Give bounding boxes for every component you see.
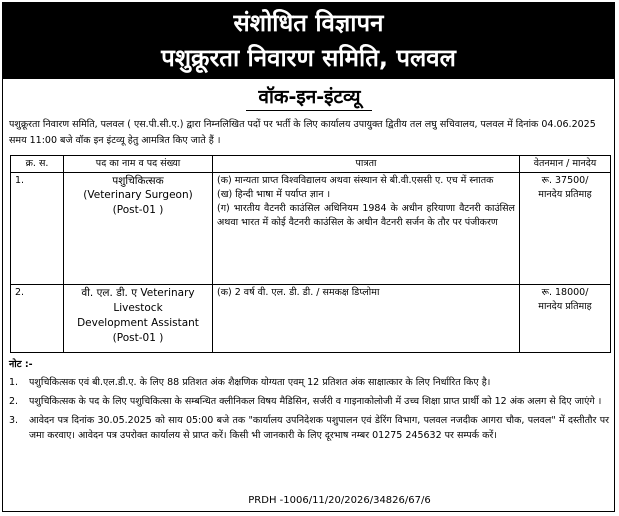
release-code: PRDH -1006/11/20/2026/34826/67/6 xyxy=(248,495,431,506)
post-line: Livestock xyxy=(113,302,163,314)
row-eligibility xyxy=(213,285,520,353)
post-line: पशुचिकित्सक xyxy=(112,175,164,187)
post-line: Development Assistant xyxy=(77,317,199,329)
pay-line: मानदेय प्रतिमाह xyxy=(538,301,592,312)
eligibility-line: (क) 2 वर्ष वी. एल. डी. डी. / समकक्ष डिप्लोमा xyxy=(217,287,380,298)
header-eligibility: पात्रता xyxy=(213,156,520,173)
row-sno: 2. xyxy=(11,285,64,353)
note-number: 1. xyxy=(9,377,19,388)
row-pay xyxy=(520,285,611,353)
intro-paragraph: पशुक्रूरता निवारण समिति, पलवल ( एस.पी.सी.ए.) द्वारा निम्नलिखित पदों पर भर्ती के लिए कार्यालय उपायुक्त द्वितीय तल लघु सचिवालय, पलवल में दिनांक 04.06.2025 समय 11:00 बजे वॉक इन इंटव्यू हेतु आमत्रित किए जाते हैं । xyxy=(9,119,596,146)
organization-name: पशुक्रूरता निवारण समिति, पलवल xyxy=(161,44,456,72)
row-sno: 1. xyxy=(11,173,64,285)
heading-underline xyxy=(246,110,372,111)
header-banner xyxy=(3,3,614,79)
header-post: पद का नाम व पद संख्या xyxy=(64,156,213,173)
row-post xyxy=(64,285,213,353)
header-sno: क्र. स. xyxy=(11,156,64,173)
note-number: 2. xyxy=(9,396,19,407)
pay-line: रू. 18000/ xyxy=(541,287,589,298)
post-line: (Post-01 ) xyxy=(112,204,164,216)
walk-in-heading: वॉक-इन-इंटव्यू xyxy=(258,86,361,108)
row-pay xyxy=(520,173,611,285)
note-item xyxy=(9,413,609,443)
note-item xyxy=(9,375,609,390)
post-line: वी. एल. डी. ए Veterinary xyxy=(81,287,195,299)
eligibility-line: (ग) भारतीय वैटनरी काउंसिल अधिनियम 1984 के अधीन हरियाणा वैटनरी काउंसिल अथवा भारत में कोई वैटनरी काउंसिल के अधीन वैटनरी सर्जन के तौर पर पंजीकरण xyxy=(217,203,515,228)
notes-title: नोट :- xyxy=(9,359,33,370)
note-text: आवेदन पत्र दिनांक 30.05.2025 को साय 05:00 बजे तक "कार्यालय उपनिदेशक पशुपालन एवं डेरिंग विभाग, पलवल नजदीक आगरा चौक, पलवल" में दस्तीतौर पर जमा करवाए। आवेदन पत्र उपरोक्त कार्यालय से प्राप्त करें। किसी भी जानकारी के लिए दूरभाष नम्बर 01275 245632 पर सम्पर्क करें। xyxy=(29,415,609,441)
row-post xyxy=(64,173,213,285)
header-pay: वेतनमान / मानदेय xyxy=(520,156,611,173)
note-text: पशुचिकित्सक एवं बी.एल.डी.ए. के लिए 88 प्रतिशत अंक शैक्षणिक योग्यता एवम् 12 प्रतिशत अंक साक्षात्कार के लिए निर्धारित किए है। xyxy=(29,377,491,388)
notes-list xyxy=(9,375,609,447)
post-line: (Post-01 ) xyxy=(112,332,164,344)
table-row xyxy=(11,285,611,353)
note-text: पशुचिकित्सक के पद के लिए पशुचिकित्सा के सम्बन्धित क्लीनिकल विषय मैडिसिन, सर्जरी व गाइनाकोलोजी में उच्च शिक्षा प्राप्त प्रार्थी को 12 अंक अलग से दिए जाएंगे । xyxy=(29,396,602,407)
advertisement-title: संशोधित विज्ञापन xyxy=(233,9,384,37)
table-header-row xyxy=(11,156,611,173)
note-item xyxy=(9,394,609,409)
posts-table xyxy=(10,155,611,353)
post-line: (Veterinary Surgeon) xyxy=(83,189,193,201)
pay-line: मानदेय प्रतिमाह xyxy=(538,189,592,200)
eligibility-line: (ख) हिन्दी भाषा में पर्याप्त ज्ञान । xyxy=(217,189,331,200)
pay-line: रू. 37500/ xyxy=(541,175,589,186)
note-number: 3. xyxy=(9,415,19,426)
eligibility-line: (क) मान्यता प्राप्त विश्वविद्यालय अथवा संस्थान से बी.वी.एससी ए. एच में स्नातक xyxy=(217,175,494,186)
table-row xyxy=(11,173,611,285)
row-eligibility xyxy=(213,173,520,285)
